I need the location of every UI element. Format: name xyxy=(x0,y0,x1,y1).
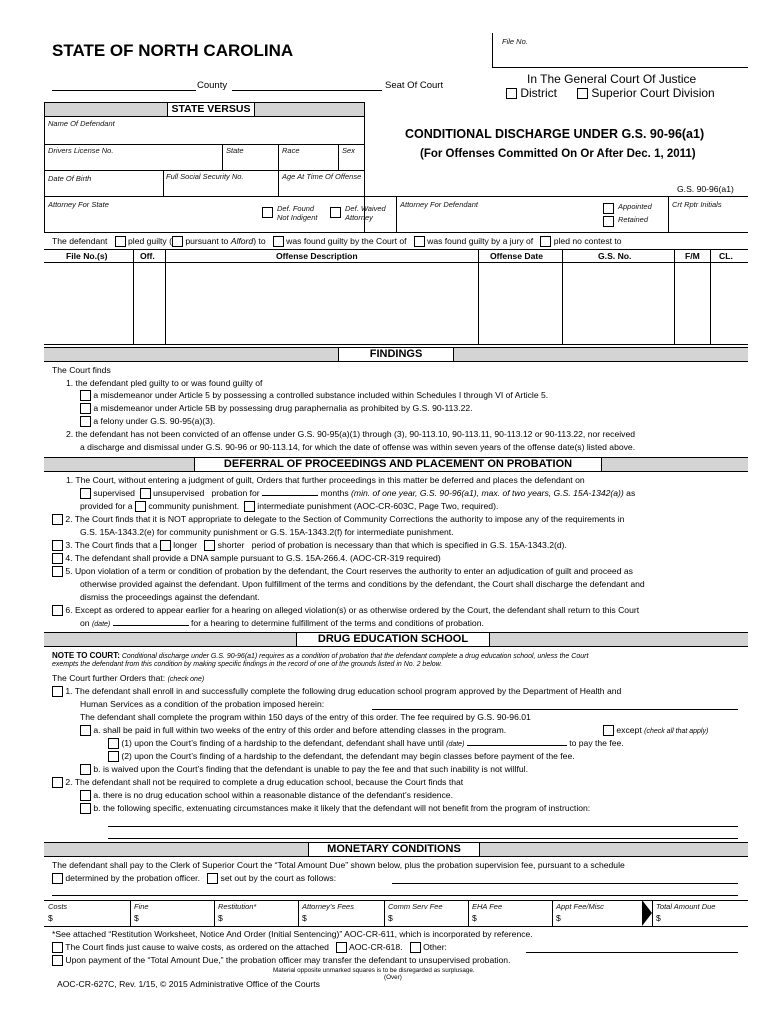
retained-checkbox[interactable] xyxy=(603,216,614,227)
total-dollar[interactable]: $ xyxy=(656,913,661,923)
attorney-dollar[interactable]: $ xyxy=(302,913,307,923)
o2b-checkbox[interactable] xyxy=(80,803,91,814)
supervised-checkbox[interactable] xyxy=(80,488,91,499)
note-1: Conditional discharge under G.S. 90-96(a1) requires as a condition of probation that the defendant complete a drug education school, unless the Court xyxy=(121,653,589,660)
form-title: CONDITIONAL DISCHARGE UNDER G.S. 90-96(a1) xyxy=(405,127,705,141)
cost-label-costs: Costs xyxy=(48,902,68,911)
court-title: In The General Court Of Justice xyxy=(527,72,697,86)
deferral-4: 4. The defendant shall provide a DNA sample pursuant to G.S. 15A-266.4. (AOC-CR-319 required) xyxy=(65,553,441,563)
crt-rptr-label: Crt Rptr Initials xyxy=(672,200,722,209)
other-checkbox[interactable] xyxy=(410,942,421,953)
f1c-text: a felony under G.S. 90-95(a)(3). xyxy=(93,416,216,426)
retained-label: Retained xyxy=(618,215,649,224)
deferral-1-line2: supervised unsupervised probation for months (min. of one year, G.S. 90-96(a1), max. of two years, G.S. 15A-1342(a)) as xyxy=(80,488,635,499)
finding-2b: a discharge and dismissal under G.S. 90-96 or 90-113.14, for which the date of offense was within seven years of the offense date(s) listed above. xyxy=(80,442,636,452)
order-2a: a. there is no drug education school within a reasonable distance of the defendant’s residence. xyxy=(93,790,453,800)
deferral-5a: 5. Upon violation of a term or condition of probation by the defendant, the Court reserves the authority to enter an adjudication of guilt and proceed as xyxy=(65,566,633,576)
deferral-5c: dismiss the proceedings against the defendant. xyxy=(80,592,260,602)
determined-checkbox[interactable] xyxy=(52,873,63,884)
superior-checkbox[interactable] xyxy=(577,88,588,99)
order-1b: Human Services as a condition of the probation imposed herein: xyxy=(80,699,325,709)
d2-checkbox[interactable] xyxy=(52,514,63,525)
state-versus: STATE VERSUS xyxy=(167,103,255,116)
check-one: (check one) xyxy=(167,676,205,683)
order-2: 2. The defendant shall not be required to complete a drug education school, because the Court finds that xyxy=(65,777,464,787)
race-label: Race xyxy=(282,146,300,155)
th-description: Offense Description xyxy=(276,251,358,261)
dl-label: Drivers License No. xyxy=(48,146,114,155)
form-subtitle: (For Offenses Committed On Or After Dec. 1, 2011) xyxy=(420,148,696,160)
except-checkbox[interactable] xyxy=(603,725,614,736)
monetary-bar xyxy=(44,842,748,857)
cost-label-fine: Fine xyxy=(134,902,149,911)
def-waived-label: Def. Waived Attorney xyxy=(345,204,386,222)
material-note: Material opposite unmarked squares is to be disregarded as surplusage. xyxy=(273,967,475,974)
further-orders: The Court further Orders that: xyxy=(52,673,166,683)
county-line[interactable] xyxy=(52,90,196,91)
cost-label-appt: Appt Fee/Misc xyxy=(556,902,604,911)
order-a: a. shall be paid in full within two weeks of the entry of this order and before attending classes in the program. xyxy=(93,725,507,735)
th-off: Off. xyxy=(140,251,155,261)
eha-dollar[interactable]: $ xyxy=(472,913,477,923)
findings-title: FINDINGS xyxy=(338,348,454,361)
drug-title: DRUG EDUCATION SCHOOL xyxy=(296,633,490,646)
age-label: Age At Time Of Offense xyxy=(282,172,362,181)
f1a-text: a misdemeanor under Article 5 by possessing a controlled substance included within Schedules I through VI of Article 5. xyxy=(93,390,549,400)
note-2: exempts the defendant from this condition by making specific findings in the record of one of the grounds listed in No. 2 below. xyxy=(52,661,443,668)
o2-checkbox[interactable] xyxy=(52,777,63,788)
alford-checkbox[interactable] xyxy=(172,236,183,247)
def-found-label: Def. Found Not Indigent xyxy=(277,204,318,222)
sex-label: Sex xyxy=(342,146,355,155)
seat-label: Seat Of Court xyxy=(385,80,444,91)
transfer-text: Upon payment of the “Total Amount Due,” the probation officer may transfer the defendant to unsupervised probation. xyxy=(65,955,511,965)
th-cl: CL. xyxy=(719,251,733,261)
order-2b: b. the following specific, extenuating circumstances make it likely that the defendant will not benefit from the program of instruction: xyxy=(93,803,591,813)
f1a-checkbox[interactable] xyxy=(80,390,91,401)
district-label: District xyxy=(520,86,558,100)
finding-1: 1. the defendant pled guilty to or was found guilty of xyxy=(66,378,263,388)
f1b-checkbox[interactable] xyxy=(80,403,91,414)
court-finds: The Court finds xyxy=(52,365,111,375)
defendant-name-label: Name Of Defendant xyxy=(48,119,115,128)
a1-checkbox[interactable] xyxy=(108,738,119,749)
finding-2a: 2. the defendant has not been convicted of an offense under G.S. 90-95(a)(1) through (3), 90-113.10, 90-113.11, 90-113.12 or 90-113.22, nor received xyxy=(66,429,636,439)
set-out-checkbox[interactable] xyxy=(207,873,218,884)
over-note: (Over) xyxy=(384,974,402,981)
d3-checkbox[interactable] xyxy=(52,540,63,551)
order-b: b. is waived upon the Court’s finding that the defendant is unable to pay the fee and that such inability is not willful. xyxy=(93,764,528,774)
aoc618-checkbox[interactable] xyxy=(336,942,347,953)
d4-checkbox[interactable] xyxy=(52,553,63,564)
a-checkbox[interactable] xyxy=(80,725,91,736)
d6-checkbox[interactable] xyxy=(52,605,63,616)
longer-checkbox[interactable] xyxy=(160,540,171,551)
ssn-label: Full Social Security No. xyxy=(166,172,244,181)
atty-state-label: Attorney For State xyxy=(48,200,109,209)
monetary-1: The defendant shall pay to the Clerk of Superior Court the “Total Amount Due” shown below, plus the probation supervision fee, pursuant to a schedule xyxy=(52,860,625,870)
cost-label-comm: Comm Serv Fee xyxy=(388,902,443,911)
deferral-1: 1. The Court, without entering a judgment of guilt, Orders that further proceedings in this matter be deferred and places the defendant on xyxy=(66,475,585,485)
deferral-6b-line: on (date) for a hearing to determine fulfillment of the terms and conditions of probation. xyxy=(80,618,484,628)
appt-dollar[interactable]: $ xyxy=(556,913,561,923)
appointed-label: Appointed xyxy=(618,202,652,211)
unsupervised-checkbox[interactable] xyxy=(140,488,151,499)
f1b-text: a misdemeanor under Article 5B by possessing drug paraphernalia as prohibited by G.S. 90-113.22. xyxy=(93,403,473,413)
th-file-no: File No.(s) xyxy=(66,251,108,261)
total-arrow-icon xyxy=(642,900,652,926)
found-guilty-jury-checkbox[interactable] xyxy=(414,236,425,247)
community-checkbox[interactable] xyxy=(135,501,146,512)
monetary-title: MONETARY CONDITIONS xyxy=(308,843,480,856)
transfer-checkbox[interactable] xyxy=(52,955,63,966)
state-label: State xyxy=(226,146,244,155)
o1-checkbox[interactable] xyxy=(52,686,63,697)
gs-ref: G.S. 90-96(a1) xyxy=(677,184,734,194)
fine-dollar[interactable]: $ xyxy=(134,913,139,923)
superior-label: Superior Court Division xyxy=(591,86,715,100)
form-number: AOC-CR-627C, Rev. 1/15, © 2015 Administrative Office of the Courts xyxy=(57,979,320,989)
no-contest-checkbox[interactable] xyxy=(540,236,551,247)
b-checkbox[interactable] xyxy=(80,764,91,775)
seat-line[interactable] xyxy=(232,90,382,91)
deferral-1-line3: provided for a community punishment. intermediate punishment (AOC-CR-603C, Page Two, required). xyxy=(80,501,499,511)
deferral-6a: 6. Except as ordered to appear earlier for a hearing on alleged violation(s) or as otherwise ordered by the Court, the defendant shall return to this Court xyxy=(65,605,640,615)
other-line[interactable] xyxy=(526,952,738,953)
th-offense-date: Offense Date xyxy=(490,251,544,261)
dob-label: Date Of Birth xyxy=(48,174,92,183)
circumstances-line-2[interactable] xyxy=(108,838,738,839)
deferral-2a: 2. The Court finds that it is NOT appropriate to delegate to the Section of Community Corrections the authority to impose any of the requirements in xyxy=(65,514,625,524)
deferral-bar xyxy=(44,457,748,472)
see-attached: *See attached “Restitution Worksheet, Notice And Order (Initial Sentencing)” AOC-CR-611, which is incorporated by reference. xyxy=(52,929,533,939)
district-checkbox[interactable] xyxy=(506,88,517,99)
circumstances-line-1[interactable] xyxy=(108,826,738,827)
restitution-dollar[interactable]: $ xyxy=(218,913,223,923)
waive-checkbox[interactable] xyxy=(52,942,63,953)
th-gs-no: G.S. No. xyxy=(598,251,632,261)
drug-bar xyxy=(44,632,748,647)
plea-line: The defendant pled guilty ( pursuant to Alford) to was found guilty by the Court of was found guilty by a jury of pled no contest to xyxy=(52,236,622,246)
costs-dollar[interactable]: $ xyxy=(48,913,53,923)
pled-guilty-checkbox[interactable] xyxy=(115,236,126,247)
cost-label-eha: EHA Fee xyxy=(472,902,503,911)
deferral-2b: G.S. 15A-1343.2(e) for community punishment or G.S. 15A-1343.2(f) for intermediate punishment. xyxy=(80,527,454,537)
county-label: County xyxy=(197,80,228,91)
def-found-checkbox[interactable] xyxy=(262,207,273,218)
findings-bar xyxy=(44,347,748,362)
state-versus-bar xyxy=(44,102,364,117)
deferral-title: DEFERRAL OF PROCEEDINGS AND PLACEMENT ON PROBATION xyxy=(194,458,602,471)
f1c-checkbox[interactable] xyxy=(80,416,91,427)
program-line[interactable] xyxy=(372,709,738,710)
order-a2: (2) upon the Court’s finding of a hardship to the defendant, the defendant may begin classes before payment of the fee. xyxy=(121,751,575,761)
order-1c: The defendant shall complete the program within 150 days of the entry of this order. The fee required by G.S. 90-96.01 xyxy=(80,712,531,722)
file-no-label: File No. xyxy=(502,37,528,46)
comm-dollar[interactable]: $ xyxy=(388,913,393,923)
file-no-divider xyxy=(492,33,493,67)
a2-checkbox[interactable] xyxy=(108,751,119,762)
note-label: NOTE TO COURT: xyxy=(52,651,120,660)
o2a-checkbox[interactable] xyxy=(80,790,91,801)
state-title: STATE OF NORTH CAROLINA xyxy=(52,41,294,60)
found-guilty-court-checkbox[interactable] xyxy=(273,236,284,247)
cost-label-restitution: Restitution* xyxy=(218,902,257,911)
cost-label-total: Total Amount Due xyxy=(656,902,716,911)
shorter-checkbox[interactable] xyxy=(204,540,215,551)
atty-def-label: Attorney For Defendant xyxy=(400,200,478,209)
cost-label-attorney: Attorney’s Fees xyxy=(302,902,354,911)
intermediate-checkbox[interactable] xyxy=(244,501,255,512)
order-1a: 1. The defendant shall enroll in and successfully complete the following drug education school program approved by the Department of Health and xyxy=(65,686,622,696)
deferral-5b: otherwise provided against the defendant. Upon fulfillment of the terms and conditions by the defendant, the Court shall discharge the defendant and xyxy=(80,579,645,589)
def-waived-checkbox[interactable] xyxy=(330,207,341,218)
th-fm: F/M xyxy=(685,251,700,261)
d5-checkbox[interactable] xyxy=(52,566,63,577)
